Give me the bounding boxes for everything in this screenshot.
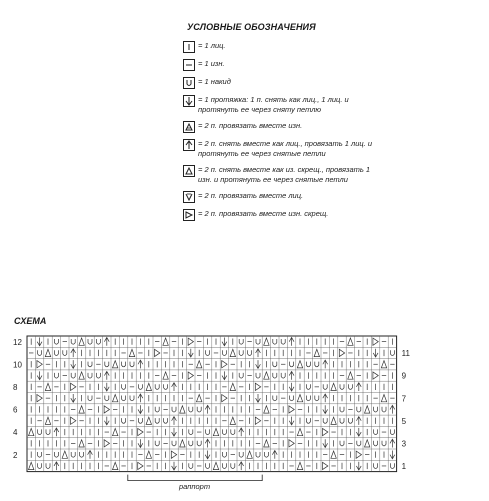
purl-stitch-icon bbox=[183, 59, 195, 71]
row-number-right: 5 bbox=[401, 416, 407, 426]
row-number-right: 7 bbox=[401, 394, 407, 404]
legend-item-label: = 1 накид bbox=[198, 77, 231, 86]
rapport-bracket bbox=[128, 475, 262, 481]
slip-2-knit-icon bbox=[183, 139, 195, 151]
legend-title: УСЛОВНЫЕ ОБОЗНАЧЕНИЯ bbox=[187, 22, 316, 32]
legend-item-label: = 1 протяжка: 1 п. снять как лиц., 1 лиц. и протянуть ее через сняту петлю bbox=[198, 95, 349, 114]
legend-item-label: = 1 изн. bbox=[198, 59, 225, 68]
pull-through-icon bbox=[183, 95, 195, 107]
legend-item-label: = 2 п. провязать вместе лиц. bbox=[198, 191, 304, 200]
slip-2-purl-icon bbox=[183, 165, 195, 177]
legend-item-label: = 2 п. провязать вместе изн. скрещ. bbox=[198, 209, 329, 218]
legend-item-label: = 2 п. провязать вместе изн. bbox=[198, 121, 303, 130]
row-number-left: 8 bbox=[13, 383, 18, 393]
row-number-right: 1 bbox=[401, 462, 407, 472]
legend-item-knit bbox=[183, 41, 383, 53]
legend-item-pull-through bbox=[183, 95, 383, 115]
chart-grid bbox=[0, 330, 489, 501]
row-number-right: 9 bbox=[401, 371, 407, 381]
legend bbox=[183, 22, 383, 227]
legend-item-label: = 1 лиц. bbox=[198, 41, 226, 50]
legend-item-slip-2-knit bbox=[183, 139, 383, 159]
row-number-right: 3 bbox=[401, 439, 407, 449]
knitting-chart bbox=[0, 330, 489, 501]
knit-2-tog-icon bbox=[183, 191, 195, 203]
legend-item-purl-2-tog bbox=[183, 121, 383, 133]
row-number-left: 4 bbox=[13, 428, 18, 438]
legend-item-yarn-over bbox=[183, 77, 383, 89]
purl-2-tog-icon bbox=[183, 121, 195, 133]
legend-item-label: = 2 п. снять вместе как лиц., провязать 1 лиц. и протянуть ее через снятые петли bbox=[198, 139, 373, 158]
row-number-left: 10 bbox=[13, 360, 22, 370]
legend-item-slip-2-purl bbox=[183, 165, 383, 185]
row-number-right: 11 bbox=[401, 349, 410, 359]
legend-item-knit-2-tog bbox=[183, 191, 383, 203]
legend-item-purl-2-tog-tbl bbox=[183, 209, 383, 221]
knit-stitch-icon bbox=[183, 41, 195, 53]
schema-title: СХЕМА bbox=[14, 316, 47, 326]
row-number-left: 2 bbox=[13, 450, 18, 460]
purl-2-tog-tbl-icon bbox=[183, 209, 195, 221]
legend-item-label: = 2 п. снять вместе как из. скрещ., провязать 1 изн. и протянуть ее через снятые петли bbox=[198, 165, 371, 184]
row-number-left: 6 bbox=[13, 405, 18, 415]
rapport-label: раппорт bbox=[179, 481, 211, 491]
row-number-left: 12 bbox=[13, 337, 22, 347]
yarn-over-icon bbox=[183, 77, 195, 89]
legend-item-purl bbox=[183, 59, 383, 71]
